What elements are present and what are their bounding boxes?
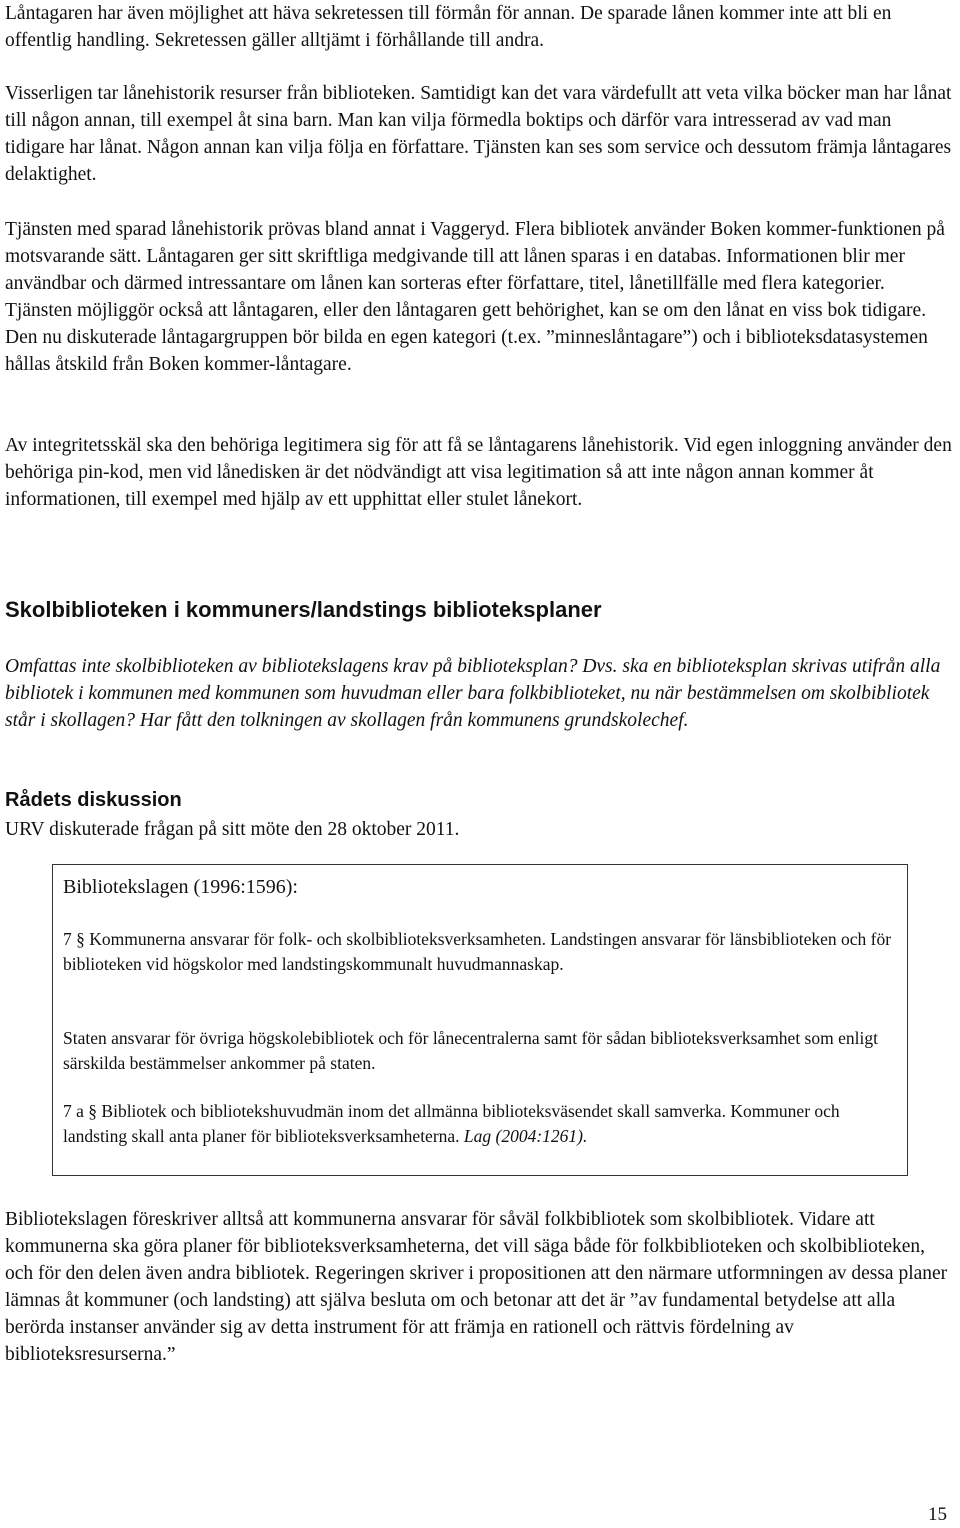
- law-quote-box: [52, 864, 908, 1176]
- meeting-note: URV diskuterade frågan på sitt möte den 28 oktober 2011.: [5, 819, 460, 840]
- law-section-7a-label: 7 a §: [63, 1101, 98, 1121]
- paragraph-loan-privacy: Låntagaren har även möjlighet att häva sekretessen till förmån för annan. De sparade lånen kommer inte att bli en offentlig handling. Sekretessen gäller alltjämt i förhållande till andra.: [5, 3, 892, 51]
- law-section-7-second: Staten ansvarar för övriga högskolebibliotek och för lånecentralerna samt för sådan biblioteksverksamhet som enligt särskilda bestämmelser ankommer på staten.: [63, 1028, 878, 1073]
- law-section-7a: [63, 1099, 903, 1148]
- closing-paragraph: Bibliotekslagen föreskriver alltså att kommunerna ansvarar för såväl folkbibliotek som skolbibliotek. Vidare att kommunerna ska göra planer för biblioteksverksamheterna, det vill säga både för folkbiblioteken och skolbiblioteken, och för den delen även andra bibliotek. Regeringen skriver i propositionen att den närmare utformningen av dessa planer lämnas åt kommuner (och landsting) att själva besluta om och betonar att det är ”av fundamental betydelse att alla berörda instanser använder sig av detta instrument för att främja en rationell och rättvis fördelning av biblioteksresurserna.”: [5, 1209, 948, 1365]
- discussion-subheading: Rådets diskussion: [5, 789, 182, 811]
- paragraph-identification: Av integritetsskäl ska den behöriga legitimera sig för att få se låntagarens lånehistorik. Vid egen inloggning använder den behöriga pin-kod, men vid lånedisken är det nödvändigt att visa legitimation så att inte någon annan kommer åt informationen, till exempel med hjälp av ett upphittat eller stulet lånekort.: [5, 435, 952, 510]
- law-section-7: 7 § Kommunerna ansvarar för folk- och skolbiblioteksverksamheten. Landstingen ansvarar för länsbiblioteken och för biblioteken vid högskolor med landstingskommunalt huvudmannaskap.: [63, 929, 892, 974]
- page-number: 15: [928, 1504, 947, 1525]
- question-text: Omfattas inte skolbiblioteken av bibliotekslagens krav på biblioteksplan? Dvs. ska en biblioteksplan skrivas utifrån alla bibliotek i kommunen med kommunen som huvudman eller bara folkbiblioteket, nu när bestämmelsen om skolbibliotek står i skollagen? Har fått den tolkningen av skollagen från kommunens grundskolechef.: [5, 656, 941, 731]
- paragraph-vaggeryd-service: Tjänsten med sparad lånehistorik prövas bland annat i Vaggeryd. Flera bibliotek använder Boken kommer-funktionen på motsvarande sätt. Låntagaren ger sitt skriftliga medgivande till att lånen sparas i en databas. Informationen blir mer användbar och därmed intressantare om lånen kan sorteras efter författare, titel, lånetillfälle med flera kategorier. Tjänsten möjliggör också att låntagaren, eller den låntagaren gett behörighet, kan se om den lånat en viss bok tidigare. Den nu diskuterade låntagargruppen bör bilda en egen kategori (t.ex. ”minneslåntagare”) och i biblioteksdatasystemen hållas åtskild från Boken kommer-låntagare.: [5, 219, 945, 375]
- section-heading: Skolbiblioteken i kommuners/landstings biblioteksplaner: [5, 597, 602, 622]
- paragraph-loan-history-value: Visserligen tar lånehistorik resurser från biblioteken. Samtidigt kan det vara värdefullt att veta vilka böcker man har lånat till någon annan, till exempel åt sina barn. Man kan vilja förmedla boktips och därför vara intresserad av vad man tidigare har lånat. Någon annan kan vilja följa en författare. Tjänsten kan ses som service och dessutom främja låntagares delaktighet.: [5, 83, 952, 185]
- law-title: Bibliotekslagen (1996:1596):: [63, 876, 298, 898]
- law-reference: Lag (2004:1261).: [463, 1125, 588, 1146]
- law-section-7a-text: Bibliotek och bibliotekshuvudmän inom det allmänna biblioteksväsendet skall samverka. Kommuner och landsting skall anta planer för biblioteksverksamheterna.: [63, 1101, 840, 1146]
